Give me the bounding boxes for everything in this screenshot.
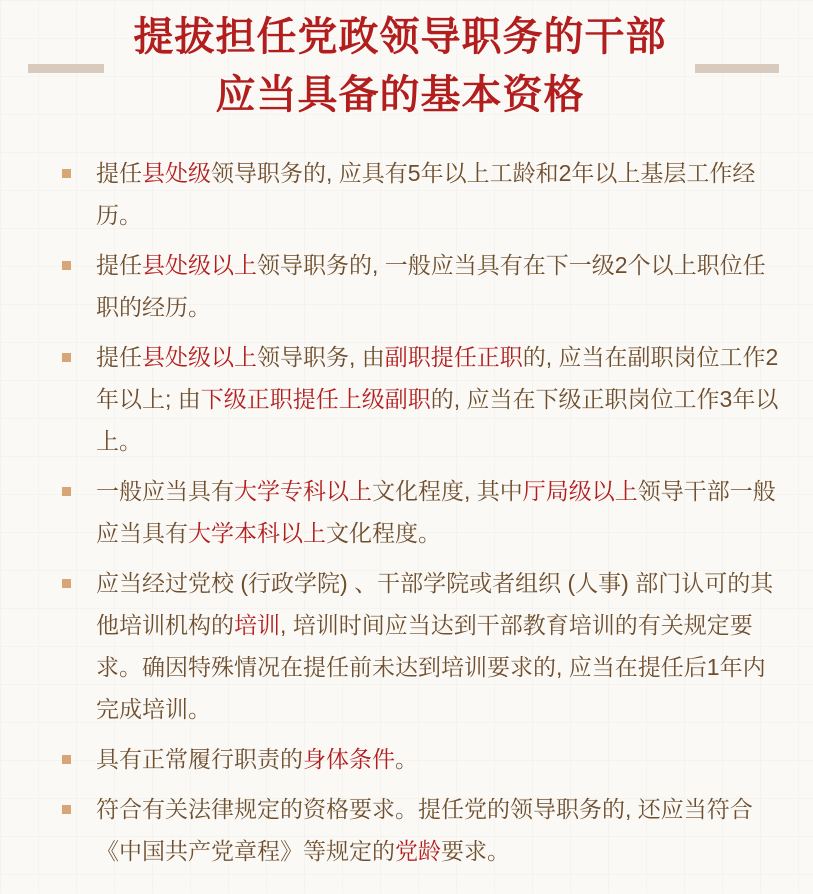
header-bar-left [28, 64, 104, 73]
highlight-text: 县处级以上 [142, 344, 257, 370]
square-bullet-icon [62, 487, 71, 496]
list-item [56, 788, 786, 872]
title-line-2: 应当具备的基本资格 [215, 72, 585, 118]
header-bar-right [695, 64, 779, 73]
square-bullet-icon [62, 261, 71, 270]
item-text: 。 [395, 746, 418, 772]
square-bullet-icon [62, 579, 71, 588]
item-text: 具有正常履行职责的 [96, 746, 303, 772]
highlight-text: 县处级 [142, 160, 211, 186]
item-text: 领导职务的, 应具有5年以上工龄和2年以上基层工作经历。 [96, 160, 756, 228]
highlight-text: 下级正职提任上级副职 [200, 386, 431, 412]
item-text: 领导职务, 由 [257, 344, 385, 370]
item-text: 提任 [96, 344, 142, 370]
square-bullet-icon [62, 353, 71, 362]
list-item [56, 244, 786, 328]
page-title [110, 8, 690, 124]
item-text: 应当经过党校 (行政学院) 、干部学院或者组织 (人事) 部门认可的其他培训机构的 [96, 570, 774, 638]
list-item [56, 336, 786, 462]
square-bullet-icon [62, 169, 71, 178]
highlight-text: 大学专科以上 [234, 478, 372, 504]
item-text: 的, 应当在下级正职岗位工作3年以上。 [96, 386, 779, 454]
highlight-text: 党龄 [395, 838, 441, 864]
item-text: 要求。 [441, 838, 510, 864]
highlight-text: 身体条件 [303, 746, 395, 772]
item-text: 文化程度, 其中 [372, 478, 523, 504]
square-bullet-icon [62, 755, 71, 764]
highlight-text: 培训 [234, 612, 280, 638]
item-text: 符合有关法律规定的资格要求。提任党的领导职务的, 还应当符合《中国共产党章程》等规定的 [96, 796, 753, 864]
item-text: 一般应当具有 [96, 478, 234, 504]
highlight-text: 县处级以上 [142, 252, 257, 278]
item-text: 提任 [96, 252, 142, 278]
item-text: 的, 应当在副职岗位工作2年以上; 由 [96, 344, 779, 412]
highlight-text: 副职提任正职 [384, 344, 523, 370]
item-text: 文化程度。 [326, 520, 441, 546]
highlight-text: 厅局级以上 [522, 478, 638, 504]
item-text: 领导干部一般应当具有 [96, 478, 776, 546]
highlight-text: 大学本科以上 [188, 520, 326, 546]
item-text: , 培训时间应当达到干部教育培训的有关规定要求。确因特殊情况在提任前未达到培训要求的, 应当在提任后1年内完成培训。 [96, 612, 766, 722]
qualification-list [56, 152, 786, 880]
title-line-1: 提拔担任党政领导职务的干部 [133, 14, 667, 60]
page-header [0, 0, 813, 140]
list-item [56, 152, 786, 236]
list-item [56, 562, 786, 730]
item-text: 提任 [96, 160, 142, 186]
item-text: 领导职务的, 一般应当具有在下一级2个以上职位任职的经历。 [96, 252, 766, 320]
list-item [56, 470, 786, 554]
list-item [56, 738, 786, 780]
square-bullet-icon [62, 805, 71, 814]
